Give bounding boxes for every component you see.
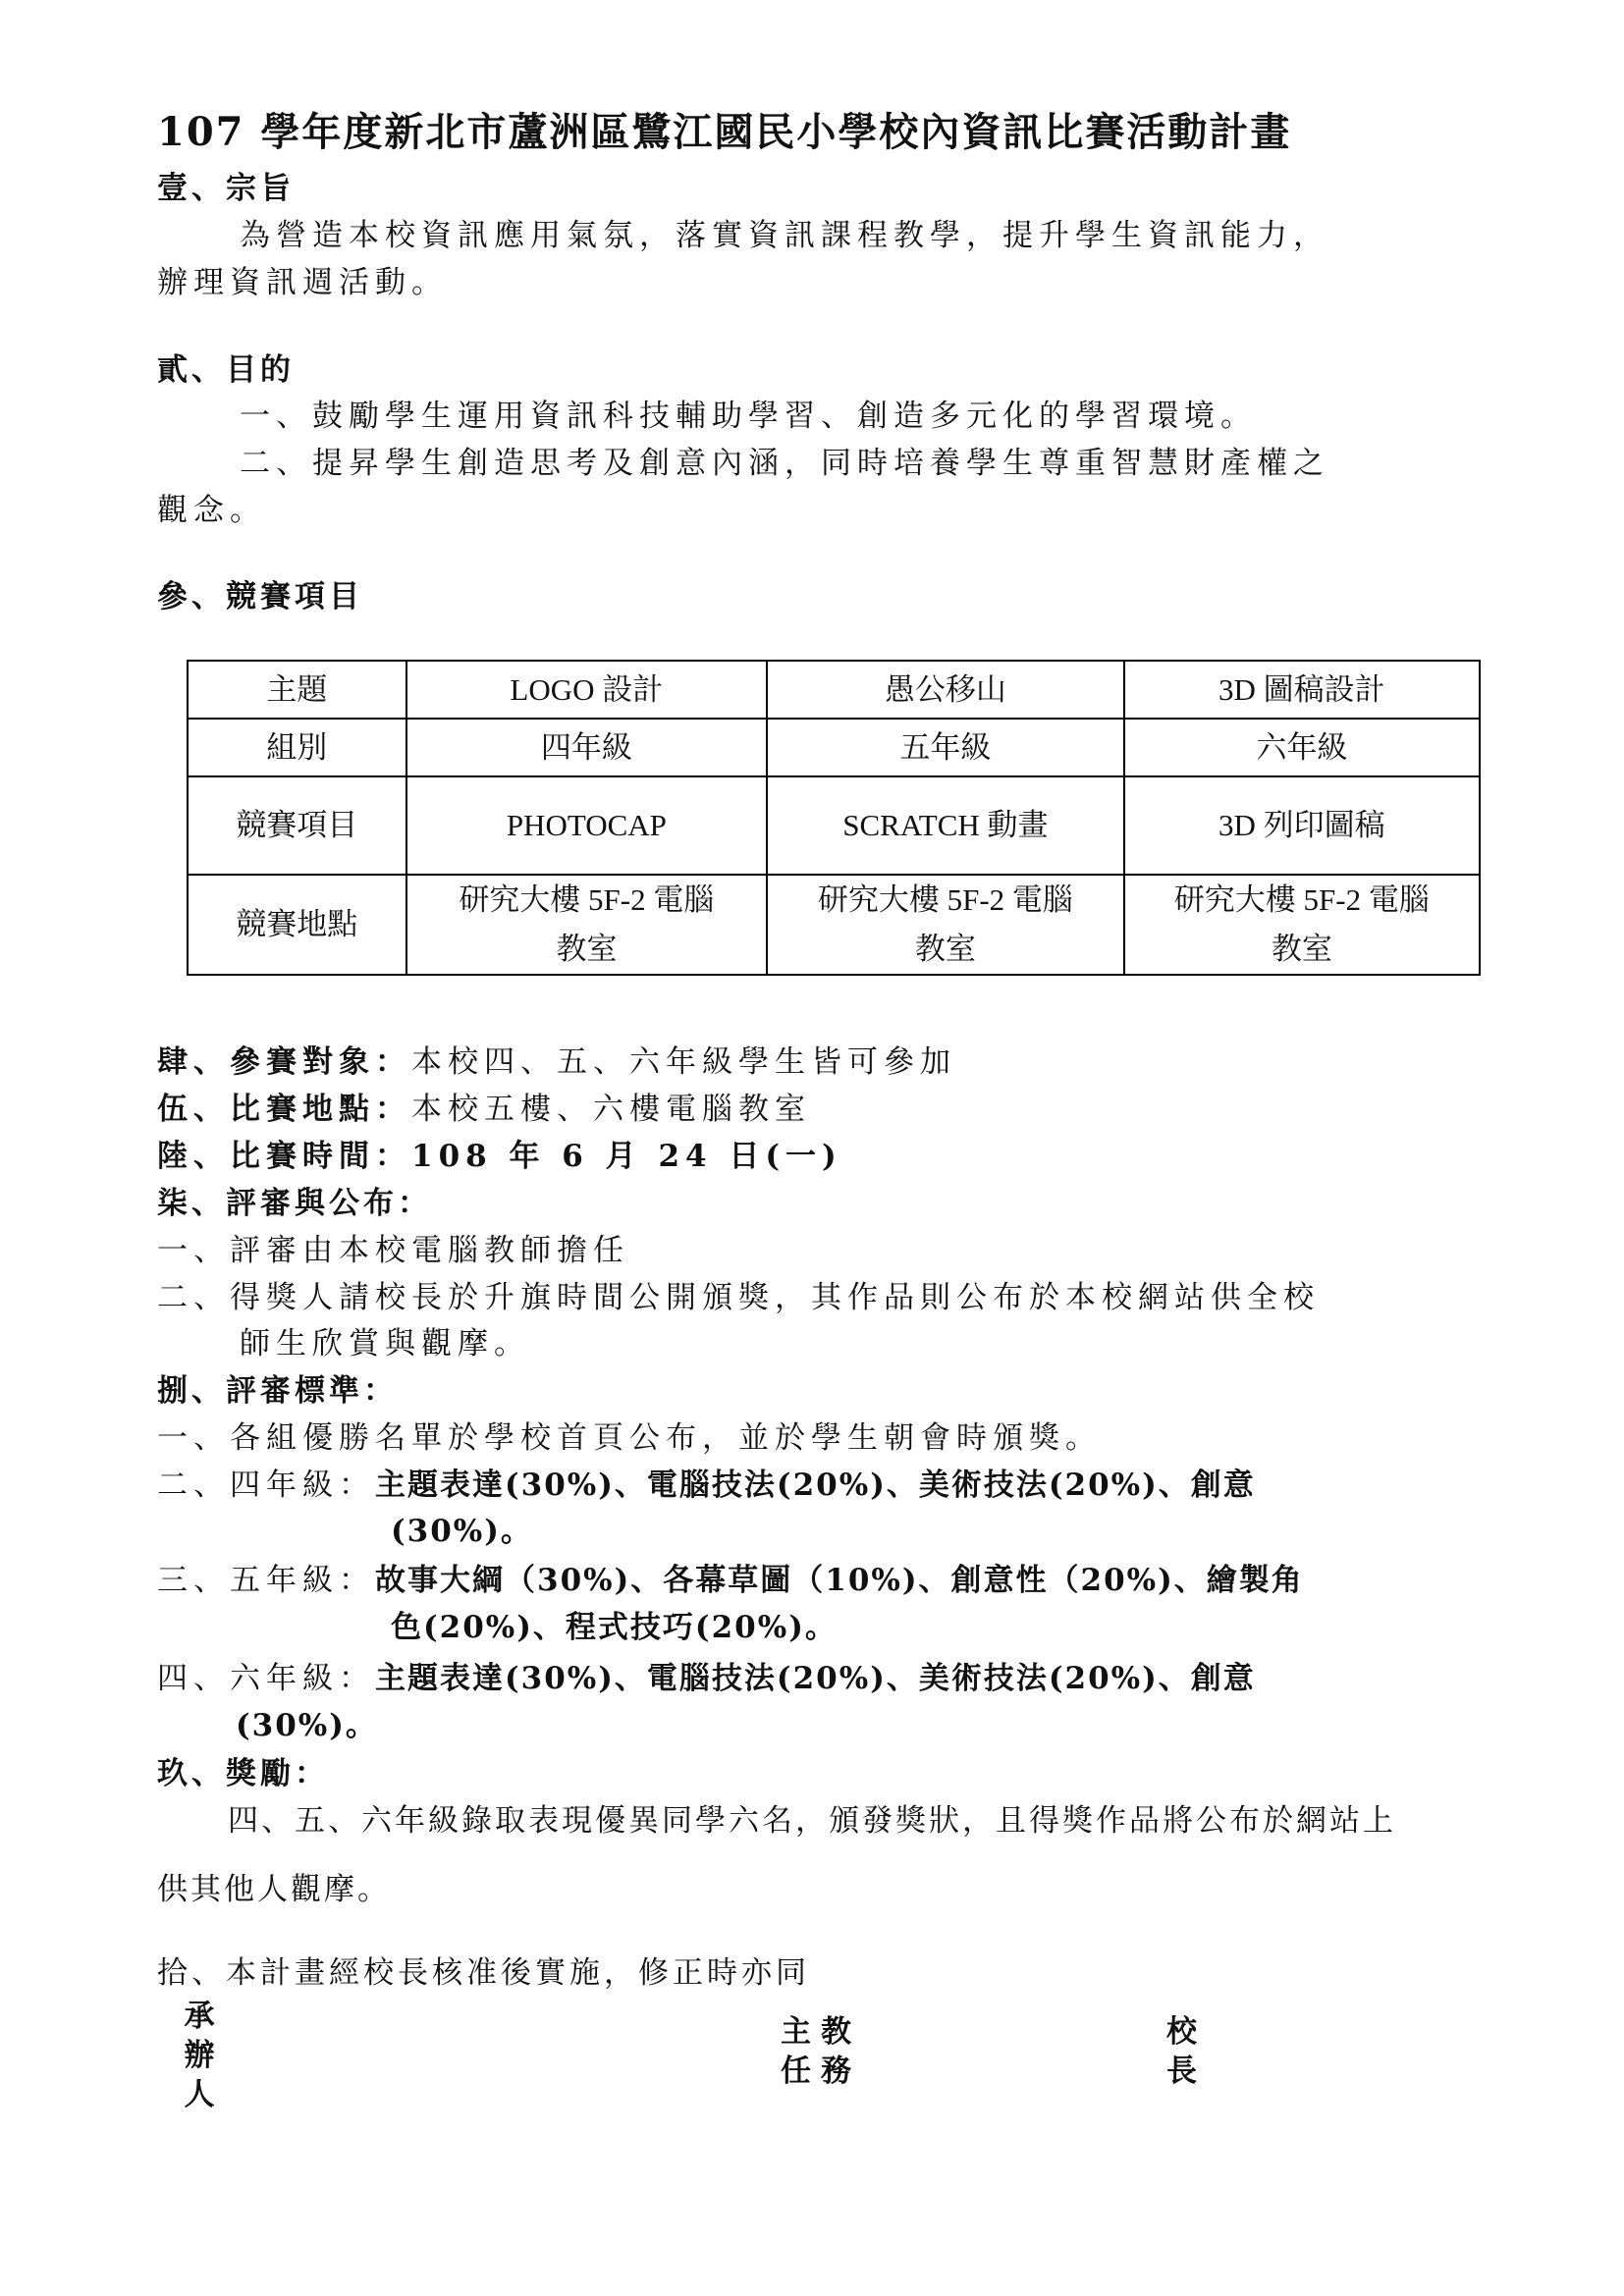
section-8-item-2 — [157, 1460, 1256, 1504]
location-line-2: 教室 — [556, 932, 618, 966]
principal-char: 長 — [1166, 2054, 1197, 2089]
table-row — [188, 719, 1480, 776]
table-cell: PHOTOCAP — [406, 776, 768, 875]
handler-signature-label — [183, 1997, 216, 2114]
handler-char: 承 — [184, 1999, 215, 2034]
table-cell: 競賽地點 — [188, 875, 406, 975]
location-line-1: 研究大樓 5F-2 電腦 — [1173, 882, 1430, 917]
table-cell: SCRATCH 動畫 — [767, 776, 1124, 875]
location-line-2: 教室 — [1271, 932, 1332, 966]
handler-char: 辦 — [184, 2038, 215, 2073]
section-2-heading: 貳、目的 — [157, 352, 295, 388]
section-8-item-4-cont: (30%)。 — [236, 1708, 378, 1743]
table-cell: 組別 — [188, 719, 406, 776]
table-cell: 四年級 — [406, 719, 768, 776]
director-label-bottom: 任務 — [781, 2054, 861, 2089]
section-1-heading: 壹、宗旨 — [157, 171, 295, 206]
principal-signature-label — [1166, 2012, 1197, 2091]
section-4 — [157, 1037, 956, 1081]
section-8-item-2-text: 主題表達(30%)、電腦技法(20%)、美術技法(20%)、創意 — [375, 1468, 1256, 1503]
section-5 — [157, 1084, 811, 1128]
table-cell: 愚公移山 — [767, 661, 1124, 719]
document-title: 107 學年度新北市蘆洲區鷺江國民小學校內資訊比賽活動計畫 — [157, 109, 1292, 155]
section-9-line-2: 供其他人觀摩。 — [157, 1872, 391, 1907]
location-line-1: 研究大樓 5F-2 電腦 — [459, 882, 715, 917]
section-1-line-1: 為營造本校資訊應用氣氛，落實資訊課程教學，提升學生資訊能力， — [240, 218, 1329, 253]
table-cell-location — [1124, 875, 1480, 975]
section-3-heading: 參、競賽項目 — [157, 579, 363, 614]
section-8-item-2-cont: (30%)。 — [391, 1514, 533, 1549]
section-7-item-2-line-1: 二、得獎人請校長於升旗時間公開頒獎，其作品則公布於本校網站供全校 — [157, 1280, 1320, 1315]
table-cell: 五年級 — [767, 719, 1124, 776]
section-8-item-3-label: 三、五年級： — [157, 1563, 375, 1598]
table-cell-location — [406, 875, 768, 975]
section-4-label: 肆、參賽對象： — [157, 1044, 411, 1080]
section-8-item-2-label: 二、四年級： — [157, 1468, 375, 1503]
section-8-item-3-cont: 色(20%)、程式技巧(20%)。 — [391, 1610, 838, 1645]
section-2-item-2-line-2: 觀念。 — [157, 493, 266, 528]
director-label-top: 主教 — [781, 2014, 861, 2050]
section-7-item-2-line-2: 師生欣賞與觀摩。 — [240, 1326, 530, 1362]
section-2-item-2-line-1: 二、提昇學生創造思考及創意內涵，同時培養學生尊重智慧財產權之 — [240, 446, 1329, 481]
section-9-line-1: 四、五、六年級錄取表現優異同學六名，頒發獎狀，且得獎作品將公布於網站上 — [228, 1803, 1396, 1839]
section-5-text: 本校五樓、六樓電腦教室 — [411, 1092, 811, 1127]
table-row — [188, 875, 1480, 975]
section-7-item-1: 一、評審由本校電腦教師擔任 — [157, 1233, 629, 1268]
table-cell: 3D 圖稿設計 — [1124, 661, 1480, 719]
table-cell: 主題 — [188, 661, 406, 719]
competition-table — [187, 660, 1481, 976]
location-line-1: 研究大樓 5F-2 電腦 — [817, 882, 1073, 917]
table-row — [188, 776, 1480, 875]
section-8-item-3 — [157, 1555, 1304, 1599]
table-cell: 六年級 — [1124, 719, 1480, 776]
section-8-item-4 — [157, 1653, 1256, 1697]
section-8-heading: 捌、評審標準： — [157, 1373, 398, 1409]
principal-char: 校 — [1166, 2014, 1197, 2050]
table-cell: LOGO 設計 — [406, 661, 768, 719]
table-cell: 競賽項目 — [188, 776, 406, 875]
section-1-line-2: 辦理資訊週活動。 — [157, 265, 448, 300]
section-9-heading: 玖、獎勵： — [157, 1756, 329, 1791]
section-4-text: 本校四、五、六年級學生皆可參加 — [411, 1044, 956, 1080]
table-cell-location — [767, 875, 1124, 975]
section-6: 陸、比賽時間：108 年 6 月 24 日(一) — [157, 1139, 842, 1174]
table-cell: 3D 列印圖稿 — [1124, 776, 1480, 875]
location-line-2: 教室 — [914, 932, 976, 966]
section-8-item-1: 一、各組優勝名單於學校首頁公布，並於學生朝會時頒獎。 — [157, 1420, 1102, 1456]
director-signature-label — [781, 2012, 861, 2091]
handler-char: 人 — [184, 2077, 215, 2112]
table-row — [188, 661, 1480, 719]
section-8-item-4-text: 主題表達(30%)、電腦技法(20%)、美術技法(20%)、創意 — [375, 1661, 1256, 1696]
section-8-item-4-label: 四、六年級： — [157, 1661, 375, 1696]
section-5-label: 伍、比賽地點： — [157, 1092, 411, 1127]
section-8-item-3-text: 故事大綱（30%)、各幕草圖（10%)、創意性（20%)、繪製角 — [375, 1563, 1304, 1598]
section-10: 拾、本計畫經校長核准後實施，修正時亦同 — [157, 1955, 810, 1991]
section-7-heading: 柒、評審與公布： — [157, 1186, 432, 1221]
section-2-item-1: 一、鼓勵學生運用資訊科技輔助學習、創造多元化的學習環境。 — [240, 399, 1257, 434]
